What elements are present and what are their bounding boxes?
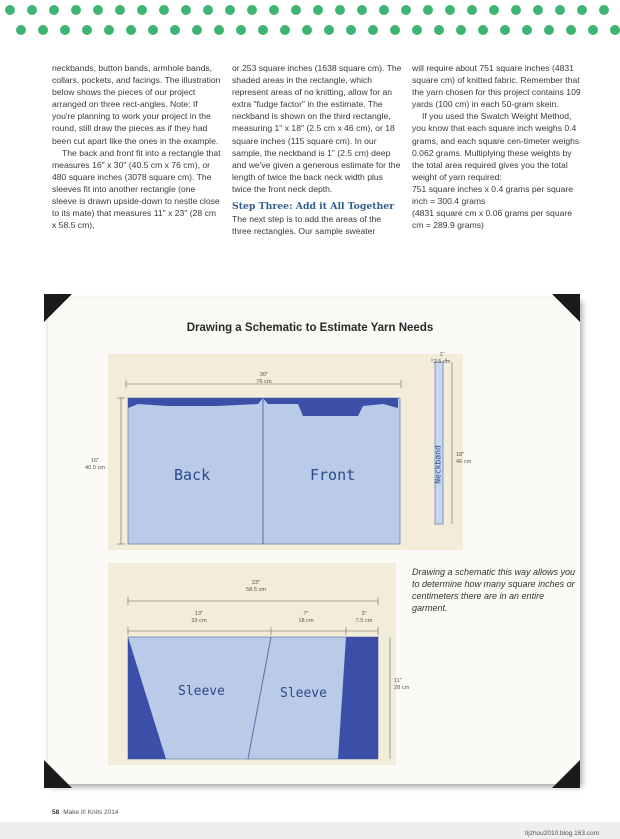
section-heading: Step Three: Add it All Together: [232, 201, 395, 213]
page-footer: [52, 809, 119, 816]
dot: [599, 5, 609, 15]
dot: [247, 5, 257, 15]
dot: [478, 25, 488, 35]
dot: [522, 25, 532, 35]
paragraph: If you used the Swatch Weight Method, you know that each square inch weighs 0.4 grams, and each square cen-timeter weighs 0.062 grams. Multiplying these weights by the total area required gives you the total weight of yarn required:: [412, 111, 580, 182]
calculation: 751 square inches x 0.4 grams per square inch = 300.4 grams: [412, 183, 573, 207]
dimension-label: 1": [439, 352, 445, 358]
dot: [445, 5, 455, 15]
sleeve-label: Sleeve: [178, 684, 225, 699]
dot: [269, 5, 279, 15]
dot: [577, 5, 587, 15]
dot: [170, 25, 180, 35]
figure-title: Drawing a Schematic to Estimate Yarn Needs: [186, 322, 434, 334]
dot: [137, 5, 147, 15]
dimension-label: 46 cm: [456, 459, 472, 465]
dot: [610, 25, 620, 35]
dot: [60, 25, 70, 35]
paragraph: The next step is to add the areas of the three rectangles. Our sample sweater: [232, 214, 382, 237]
dot: [412, 25, 422, 35]
dot: [203, 5, 213, 15]
dot: [302, 25, 312, 35]
photo-corner-icon: [552, 294, 580, 322]
dot: [368, 25, 378, 35]
figure-caption: Drawing a schematic this way allows you to determine how many square inches or centimeters there are in an entire garment.: [412, 567, 576, 613]
dot: [313, 5, 323, 15]
dot: [456, 25, 466, 35]
dot: [82, 25, 92, 35]
dimension-label: 3": [361, 611, 367, 617]
dot: [148, 25, 158, 35]
dot: [280, 25, 290, 35]
dot: [500, 25, 510, 35]
dimension-label: 30": [259, 372, 269, 378]
paragraph: The back and front fit into a rectangle that measures 16" x 30" (40.5 cm x 76 cm), or 480 square inches (3078 square cm). The sleeves fit into another rectangle (one sleeve is drawn upside-down to nestle close to its mate) that measures 11" x 23" (28 cm x 58.5 cm),: [52, 147, 221, 231]
dot: [390, 25, 400, 35]
dot: [192, 25, 202, 35]
dot: [126, 25, 136, 35]
dot: [423, 5, 433, 15]
dimension-label: 58.5 cm: [246, 587, 266, 593]
front-label: Front: [310, 466, 356, 484]
calculation: (4831 square cm x 0.06 grams per square cm = 289.9 grams): [412, 208, 573, 231]
dimension-label: 13": [194, 611, 204, 617]
paragraph: or 253 square inches (1638 square cm). The shaded areas in the rectangle, which represent areas of no knitting, allow for an extra "fudge factor" in the estimate. The neckband is shown on the third rectangle, measuring 1" x 18" (2.5 cm x 46 cm), or 18 square inches (115 square cm). In our sample, the neckband is 1" (2.5 cm) deep and we've given a generous estimate for the length of twice the back neck width plus twice the front neck depth.: [232, 63, 402, 194]
polka-dot-header: [0, 0, 620, 40]
publication-name: Make it! Knits 2014: [63, 809, 119, 816]
dot: [291, 5, 301, 15]
dimension-label: 23": [251, 580, 261, 586]
text-column-3: [412, 62, 584, 231]
dot: [181, 5, 191, 15]
dot: [214, 25, 224, 35]
dimension-label: 33 cm: [191, 618, 207, 624]
dot: [225, 5, 235, 15]
dimension-label: 11": [394, 678, 402, 684]
dot: [49, 5, 59, 15]
dot: [357, 5, 367, 15]
text-column-1: [52, 62, 222, 231]
photo-corner-icon: [44, 760, 72, 788]
dot: [511, 5, 521, 15]
dot: [434, 25, 444, 35]
dot: [258, 25, 268, 35]
dot: [489, 5, 499, 15]
photo-corner-icon: [44, 294, 72, 322]
dimension-label: 2.5 cm: [433, 359, 451, 365]
dimension-label: 7": [303, 611, 309, 617]
dot: [588, 25, 598, 35]
dot: [115, 5, 125, 15]
dot: [544, 25, 554, 35]
photo-corner-icon: [552, 760, 580, 788]
dot: [467, 5, 477, 15]
dimension-label: 18 cm: [298, 618, 314, 624]
dot: [16, 25, 26, 35]
dimension-label: 7.5 cm: [355, 618, 373, 624]
page-number: 58: [52, 809, 60, 816]
back-label: Back: [174, 466, 211, 484]
dot: [401, 5, 411, 15]
text-column-2: [232, 62, 402, 237]
dimension-label: 18": [456, 452, 465, 458]
dot: [104, 25, 114, 35]
dot: [5, 5, 15, 15]
dot: [533, 5, 543, 15]
dot: [379, 5, 389, 15]
dot: [71, 5, 81, 15]
dot: [27, 5, 37, 15]
paragraph: neckbands, button bands, armhole bands, collars, pockets, and facings. The illustration below shows the pieces of our project arranged on three rect-angles. Note: If you're planning to work your project in the round, still draw the pieces as if they had been cut apart like the ones in the example.: [52, 63, 221, 146]
dot: [159, 5, 169, 15]
back-front-schematic: [108, 354, 463, 550]
dot: [566, 25, 576, 35]
dimension-label: 76 cm: [256, 379, 272, 385]
watermark: tijzhou2010.blog.163.com: [525, 830, 600, 837]
dot: [346, 25, 356, 35]
paragraph: will require about 751 square inches (4831 square cm) of knitted fabric. Remember that the yarn chosen for this project contains 109 yards (100 cm) in each 50-gram skein.: [412, 63, 581, 110]
neckband-label: Neckband: [433, 445, 443, 484]
dimension-label: 40.5 cm: [85, 465, 105, 471]
dot: [324, 25, 334, 35]
sleeve-label: Sleeve: [280, 686, 327, 701]
dot: [555, 5, 565, 15]
dot: [335, 5, 345, 15]
dot: [236, 25, 246, 35]
dimension-label: 16": [90, 458, 100, 464]
dot: [93, 5, 103, 15]
dot: [38, 25, 48, 35]
dimension-label: 28 cm: [394, 685, 410, 691]
